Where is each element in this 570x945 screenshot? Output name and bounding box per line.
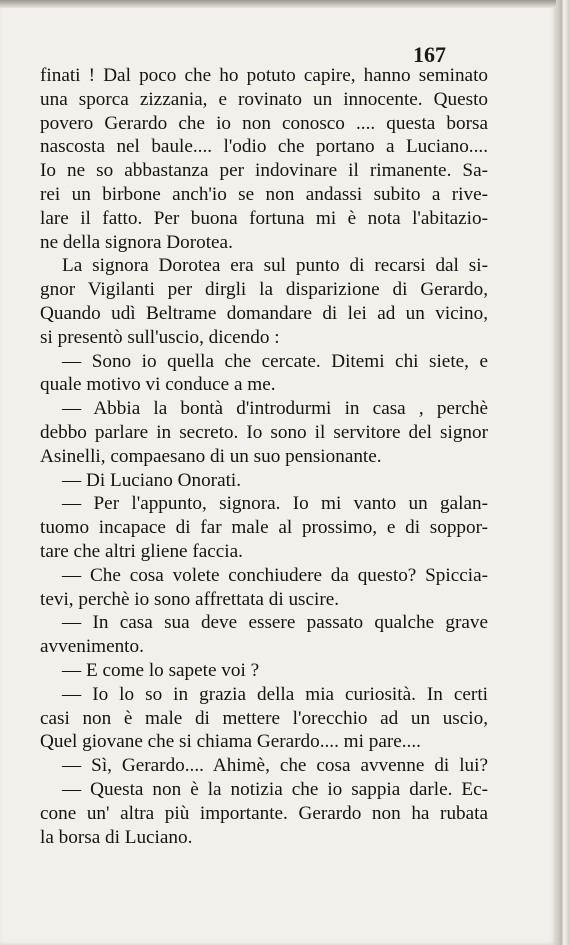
text-line: rei un birbone anch'io se non andassi subito a rive- bbox=[40, 183, 488, 205]
text-line: gnor Vigilanti per dirgli la disparizione di Gerardo, bbox=[40, 279, 488, 301]
text-line: ne della signora Dorotea. bbox=[40, 231, 233, 253]
text-line: una sporca zizzania, e rovinato un innocente. Questo bbox=[40, 88, 488, 110]
text-line: Asinelli, compaesano di un suo pensionante. bbox=[40, 445, 382, 467]
text-line: nascosta nel baule.... l'odio che portano a Luciano.... bbox=[40, 136, 488, 158]
text-line: tuomo incapace di far male al prossimo, e di soppor- bbox=[40, 517, 488, 539]
text-line: tevi, perchè io sono affrettata di uscire. bbox=[40, 588, 340, 610]
text-line: — E come lo sapete voi ? bbox=[62, 659, 260, 681]
text-line: — Sì, Gerardo.... Ahimè, che cosa avvenne di lui? bbox=[62, 755, 488, 777]
text-line: — Abbia la bontà d'introdurmi in casa , perchè bbox=[62, 398, 488, 420]
text-line: finati ! Dal poco che ho potuto capire, hanno seminato bbox=[40, 65, 488, 86]
text-line: cone un' altra più importante. Gerardo non ha rubata bbox=[40, 802, 488, 824]
text-line: si presentò sull'uscio, dicendo : bbox=[40, 326, 280, 348]
text-line: avvenimento. bbox=[40, 636, 144, 658]
text-line: La signora Dorotea era sul punto di recarsi dal si- bbox=[62, 255, 488, 277]
page-edge bbox=[556, 0, 570, 945]
page-number: 167 bbox=[413, 42, 446, 67]
text-line: — Per l'appunto, signora. Io mi vanto un galan- bbox=[62, 493, 488, 515]
text-line: Io ne so abbastanza per indovinare il rimanente. Sa- bbox=[40, 160, 488, 182]
text-line: — Che cosa volete conchiudere da questo? Spiccia- bbox=[62, 564, 488, 586]
text-line: — In casa sua deve essere passato qualche grave bbox=[62, 612, 488, 634]
text-line: lare il fatto. Per buona fortuna mi è nota l'abitazio- bbox=[40, 207, 488, 229]
body-text bbox=[40, 64, 488, 849]
text-line: quale motivo vi conduce a me. bbox=[40, 374, 276, 396]
text-line: — Sono io quella che cercate. Ditemi chi siete, e bbox=[62, 350, 488, 372]
text-line: — Io lo so in grazia della mia curiosità. In certi bbox=[62, 683, 488, 705]
page-top-shadow bbox=[0, 0, 556, 8]
text-line: povero Gerardo che io non conosco .... questa borsa bbox=[40, 112, 488, 134]
text-line: — Di Luciano Onorati. bbox=[62, 469, 242, 491]
text-line: casi non è male di mettere l'orecchio ad un uscio, bbox=[40, 707, 488, 729]
text-line: tare che altri gliene faccia. bbox=[40, 540, 243, 562]
text-line: Quando udì Beltrame domandare di lei ad un vicino, bbox=[40, 302, 488, 324]
text-line: Quel giovane che si chiama Gerardo.... mi pare.... bbox=[40, 731, 421, 753]
text-line: la borsa di Luciano. bbox=[40, 826, 193, 848]
text-line: debbo parlare in secreto. Io sono il servitore del signor bbox=[40, 421, 488, 443]
text-line: — Questa non è la notizia che io sappia darle. Ec- bbox=[62, 778, 488, 800]
